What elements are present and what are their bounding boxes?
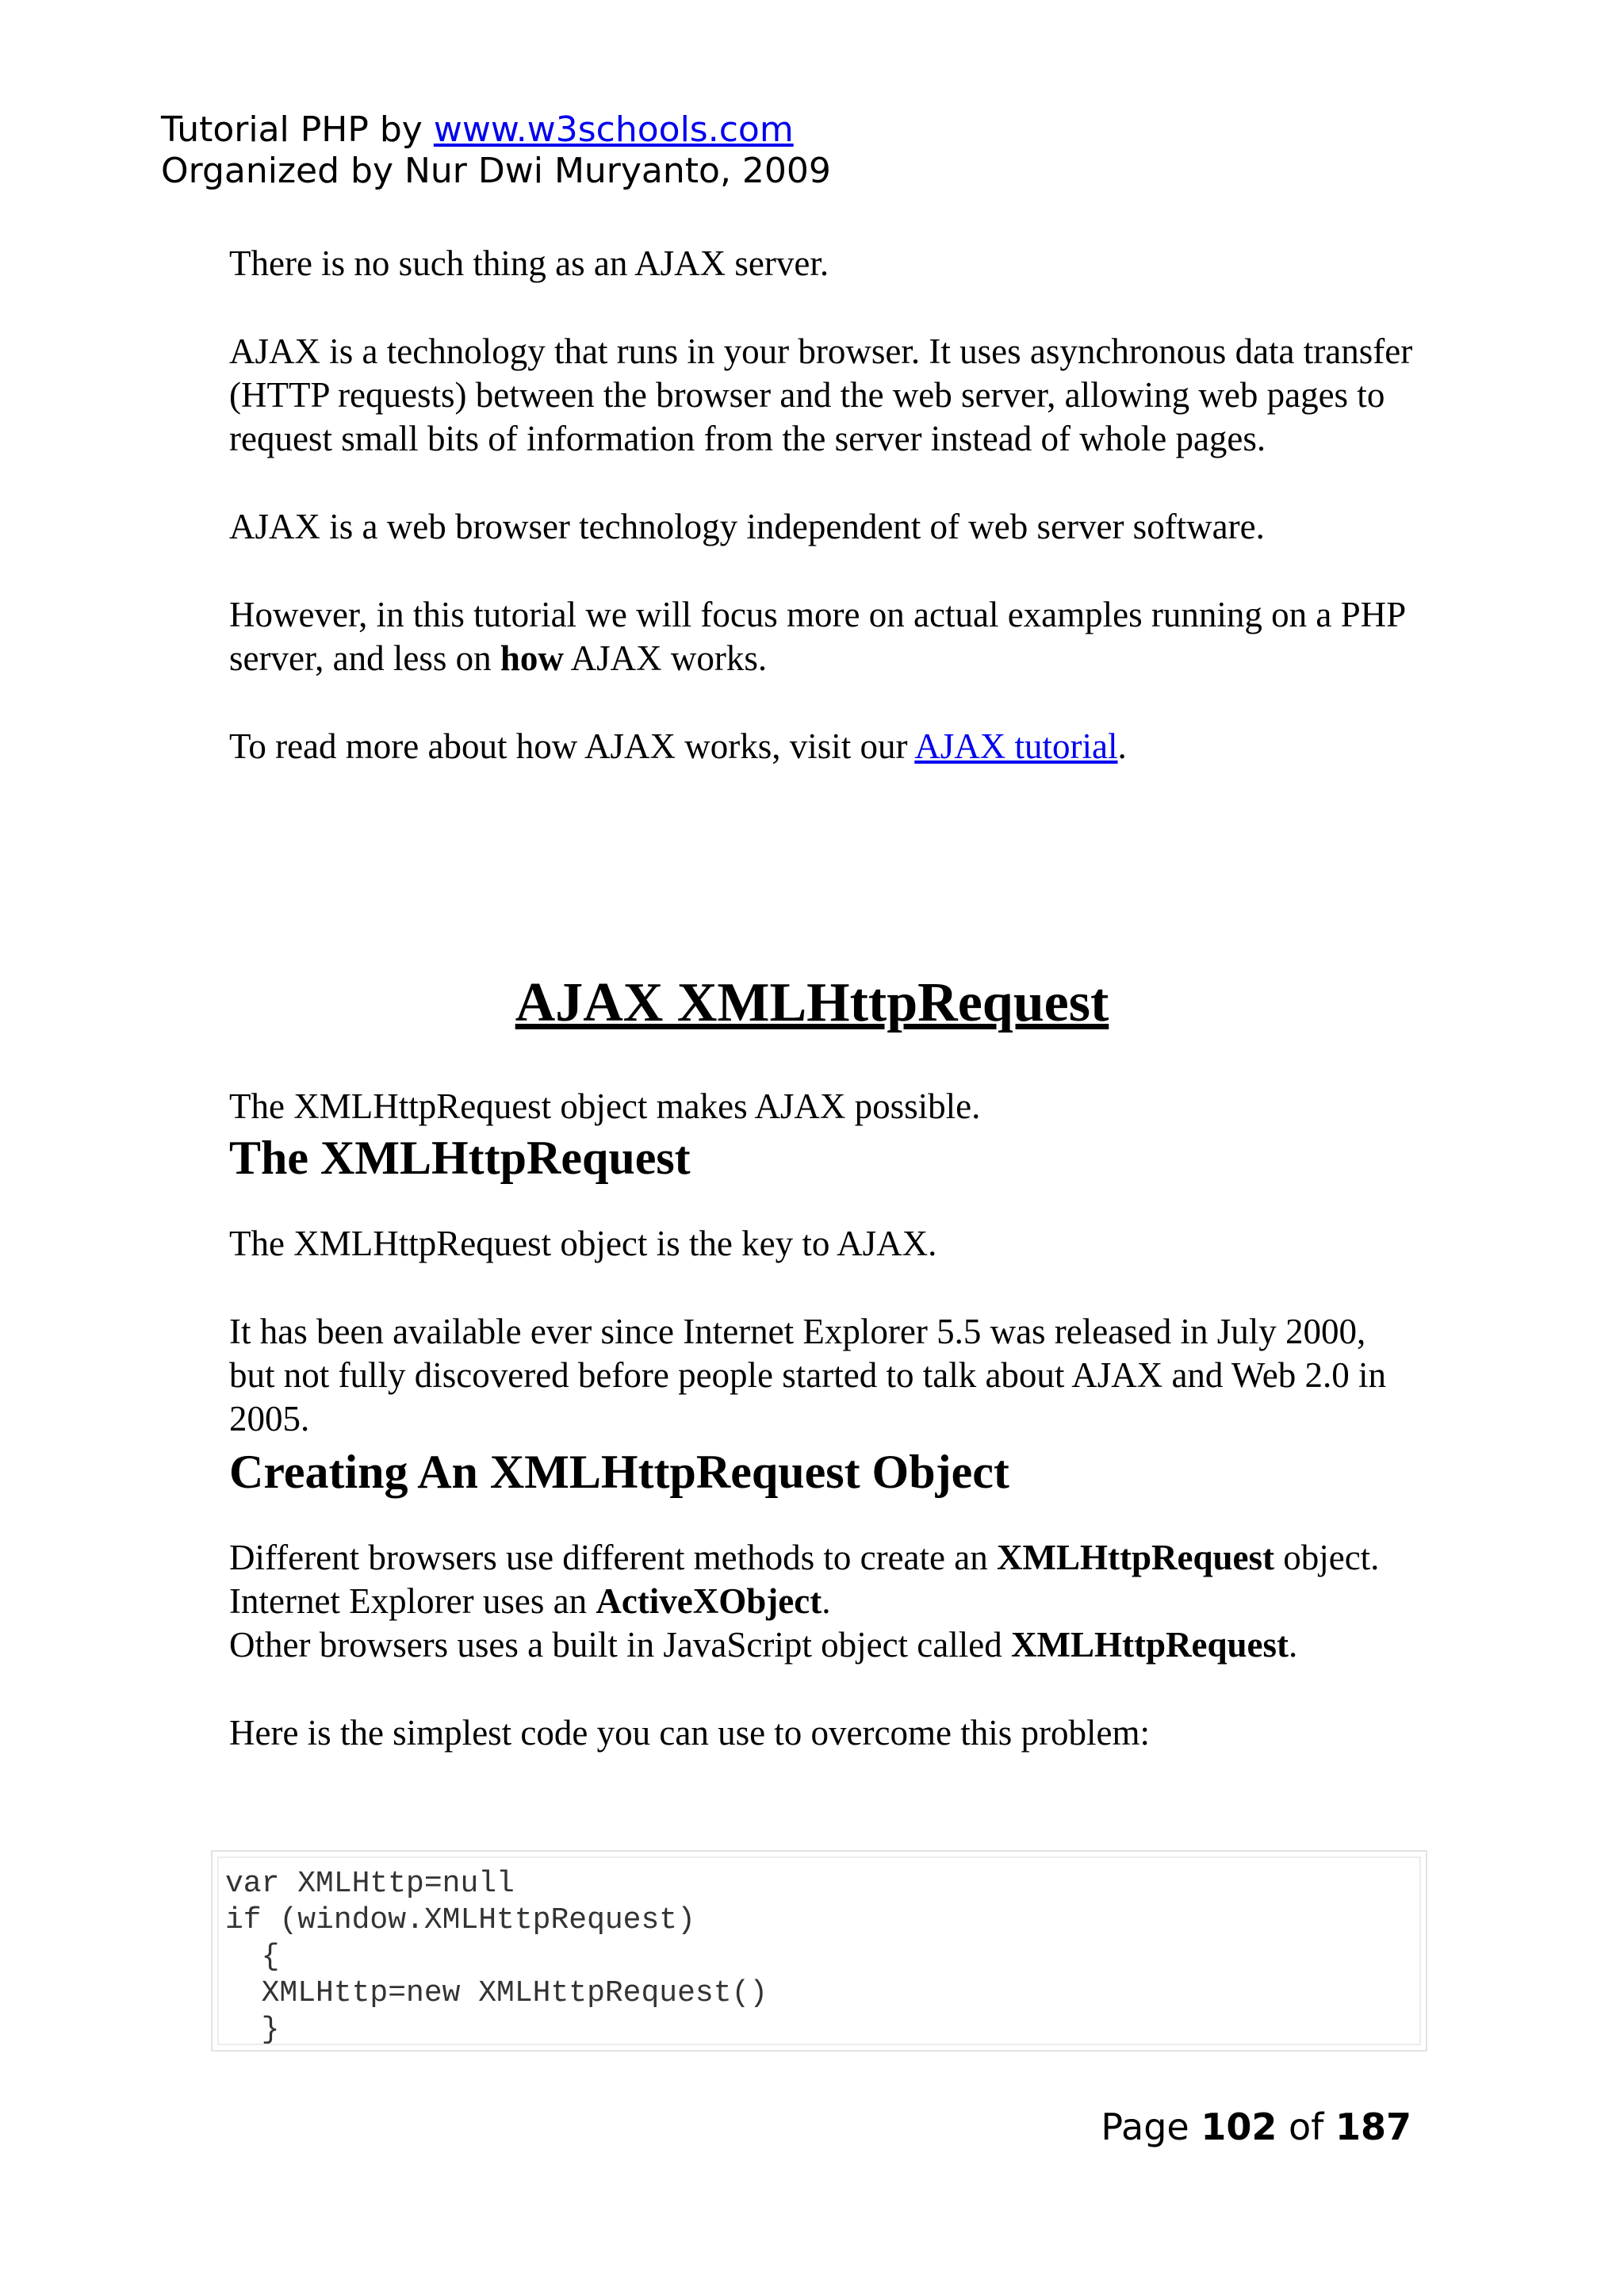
p4-bold: how <box>500 638 564 678</box>
header-line-1 <box>161 109 831 151</box>
code-line: var XMLHttp=null <box>225 1867 515 1901</box>
s2-l3-before: Other browsers uses a built in JavaScript object called <box>229 1625 1011 1665</box>
p5-before: To read more about how AJAX works, visit our <box>229 726 915 766</box>
page-footer <box>1101 2105 1411 2148</box>
s2-line-1 <box>229 1536 1419 1580</box>
page-word: Page <box>1101 2105 1189 2148</box>
s2-paragraph-2: Here is the simplest code you can use to overcome this problem: <box>229 1713 1150 1753</box>
xmlhttprequest-section <box>229 1085 1419 1755</box>
s2-l2-before: Internet Explorer uses an <box>229 1581 596 1621</box>
code-line: XMLHttp=new XMLHttpRequest() <box>225 1976 768 2010</box>
s2-l2-after: . <box>822 1581 831 1621</box>
header-prefix: Tutorial PHP by <box>161 109 434 150</box>
of-word: of <box>1289 2105 1324 2148</box>
section-lead: The XMLHttpRequest object makes AJAX possible. <box>229 1086 981 1126</box>
intro-paragraph-5 <box>229 725 1419 768</box>
heading-creating-object: Creating An XMLHttpRequest Object <box>229 1446 1009 1498</box>
s1-paragraph-1: The XMLHttpRequest object is the key to AJAX. <box>229 1224 937 1263</box>
page-header <box>161 109 831 192</box>
intro-paragraph-4 <box>229 593 1419 680</box>
p4-before: However, in this tutorial we will focus more on actual examples running on a PHP server, and less on <box>229 595 1405 678</box>
s2-line-3 <box>229 1623 1419 1667</box>
header-line-2: Organized by Nur Dwi Muryanto, 2009 <box>161 151 831 191</box>
page-number: 102 <box>1201 2105 1277 2148</box>
p5-after: . <box>1117 726 1127 766</box>
heading-xmlhttprequest: The XMLHttpRequest <box>229 1132 691 1184</box>
code-line: } <box>225 2013 280 2047</box>
p4-after: AJAX works. <box>563 638 768 678</box>
page-total: 187 <box>1335 2105 1411 2148</box>
s2-l3-after: . <box>1288 1625 1298 1665</box>
intro-paragraph-2: AJAX is a technology that runs in your browser. It uses asynchronous data transfer (HTTP requests) between the browser and the web server, allowing web pages to request small bits of information from the server instead of whole pages. <box>229 331 1413 458</box>
s2-l1-after: object. <box>1274 1538 1380 1577</box>
s2-l1-bold: XMLHttpRequest <box>996 1538 1274 1577</box>
intro-section <box>229 242 1419 768</box>
s2-line-2 <box>229 1580 1419 1623</box>
code-line: { <box>225 1940 280 1974</box>
code-line: if (window.XMLHttpRequest) <box>225 1903 695 1937</box>
intro-paragraph-3: AJAX is a web browser technology independent of web server software. <box>229 507 1265 546</box>
code-block <box>219 1858 1419 2056</box>
s1-paragraph-2: It has been available ever since Internet Explorer 5.5 was released in July 2000, but not fully discovered before people started to talk about AJAX and Web 2.0 in 2005. <box>229 1312 1386 1439</box>
s2-l2-bold: ActiveXObject <box>596 1581 822 1621</box>
ajax-tutorial-link[interactable]: AJAX tutorial <box>914 726 1118 766</box>
code-example-inner <box>217 1856 1421 2045</box>
intro-paragraph-1: There is no such thing as an AJAX server. <box>229 243 829 283</box>
s2-l3-bold: XMLHttpRequest <box>1010 1625 1289 1665</box>
section-title: AJAX XMLHttpRequest <box>515 972 1109 1033</box>
code-example-box <box>211 1850 1427 2052</box>
w3schools-link[interactable]: www.w3schools.com <box>433 109 794 150</box>
s2-l1-before: Different browsers use different methods to create an <box>229 1538 997 1577</box>
